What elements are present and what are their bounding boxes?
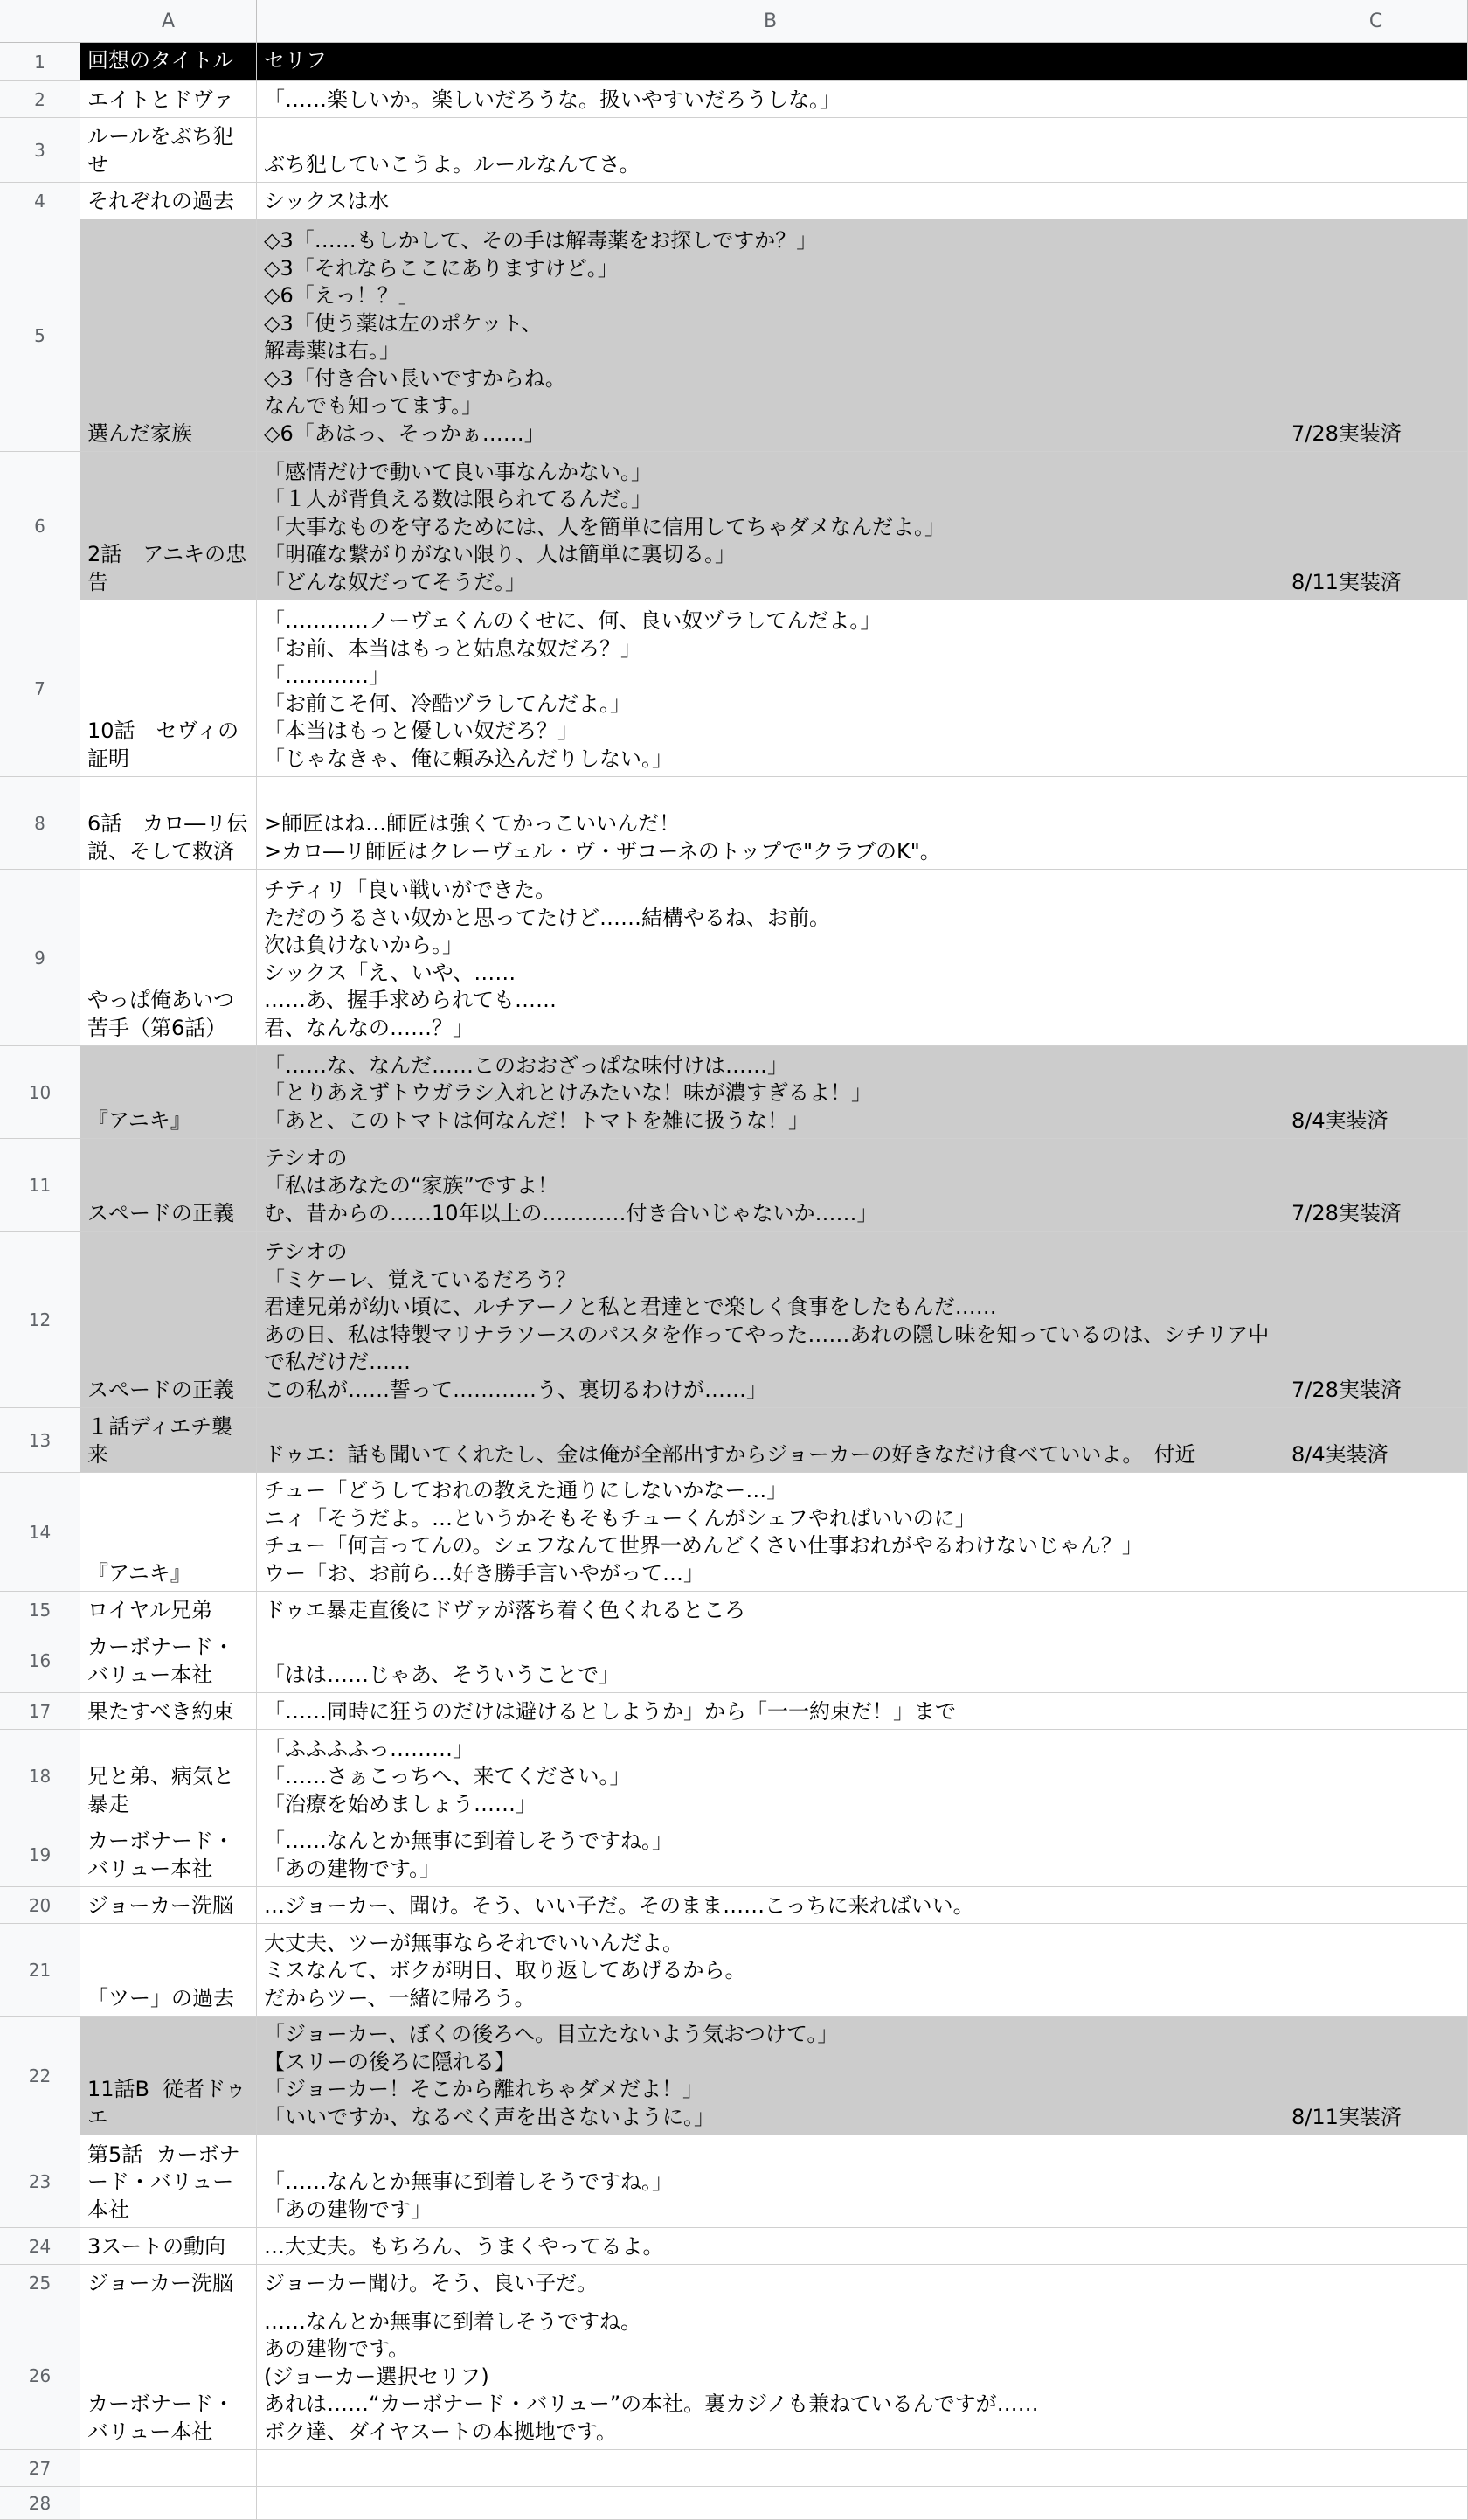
select-all-corner[interactable] — [0, 0, 80, 42]
cell-title-text: 兄と弟、病気と暴走 — [87, 1764, 234, 1816]
column-header-c[interactable]: C — [1284, 0, 1468, 42]
cell-status[interactable] — [1284, 118, 1468, 182]
cell-line-text: 「……な、なんだ……このおおざっぱな味付けは……」 「とりあえずトウガラシ入れとけみたいな！味が濃すぎるよ！」 「あと、このトマトは何なんだ！トマトを雑に扱うな！」 — [264, 1052, 872, 1133]
cell-title[interactable] — [80, 1592, 257, 1628]
cell-title-text: 選んだ家族 — [87, 420, 192, 446]
row-number[interactable]: 10 — [0, 1046, 80, 1138]
cell-title[interactable] — [80, 1822, 257, 1886]
table-row — [0, 2301, 1468, 2450]
cell-line-text: 「…………ノーヴェくんのくせに、何、良い奴ヅラしてんだよ。」 「お前、本当はもっと姑息な奴だろ？」 「…………」 「お前こそ何、冷酷ヅラしてんだよ。」 「本当はもっと優しい奴だろ？」 「じゃなきゃ、俺に頼み込んだりしない。」 — [264, 608, 882, 771]
cell-title-text: ルールをぶち犯せ — [87, 124, 234, 177]
cell-line-text: セリフ — [264, 47, 327, 73]
table-row — [0, 2228, 1468, 2265]
cell-title-text: 『アニキ』 — [87, 1107, 191, 1133]
column-header-b[interactable]: B — [257, 0, 1284, 42]
cell-title[interactable] — [80, 1408, 257, 1472]
cell-line[interactable] — [257, 2017, 1284, 2135]
table-row — [0, 1232, 1468, 1408]
cell-title-text: 第5話 カーボナード・バリュー本社 — [87, 2142, 240, 2222]
cell-status[interactable] — [1284, 600, 1468, 776]
cell-title-text: カーボナード・バリュー本社 — [87, 1635, 234, 1687]
cell-status[interactable] — [1284, 1924, 1468, 2016]
cell-line[interactable] — [257, 43, 1284, 80]
cell-title[interactable] — [80, 118, 257, 182]
cell-line-text: チティリ「良い戦いができた。 ただのうるさい奴かと思ってたけど……結構やるね、お前。 次は負けないから。」 シックス「え、いや、…… ……あ、握手求められても…… 君、なんなの……？」 — [264, 878, 830, 1040]
cell-status[interactable] — [1284, 2487, 1468, 2519]
cell-status-text: 8/11実装済 — [1291, 2104, 1402, 2129]
cell-line[interactable] — [257, 2265, 1284, 2301]
cell-title-text: 果たすべき約束 — [87, 1698, 234, 1724]
row-number[interactable]: 5 — [0, 219, 80, 451]
table-row — [0, 1408, 1468, 1473]
cell-status[interactable] — [1284, 2301, 1468, 2449]
cell-title[interactable] — [80, 1693, 257, 1729]
cell-title[interactable] — [80, 219, 257, 451]
cell-title[interactable] — [80, 777, 257, 869]
cell-title-text: ジョーカー洗脳 — [87, 1892, 234, 1918]
cell-title-text: それぞれの過去 — [87, 188, 234, 213]
cell-status[interactable] — [1284, 1730, 1468, 1822]
cell-line-text: >師匠はね…師匠は強くてかっこいいんだ！ >カロ―リ師匠はクレーヴェル・ヴ・ザコーネのトップで"クラブのK"。 — [264, 811, 941, 864]
table-row — [0, 870, 1468, 1046]
sheet-rows — [0, 43, 1468, 2520]
cell-status[interactable] — [1284, 1592, 1468, 1628]
row-number[interactable]: 28 — [0, 2487, 80, 2519]
cell-line[interactable] — [257, 1693, 1284, 1729]
table-row — [0, 1693, 1468, 1730]
cell-title-text: １話ディエチ襲来 — [87, 1414, 233, 1467]
cell-line-text: 「感情だけで動いて良い事なんかない。」 「１人が背負える数は限られてるんだ。」 「大事なものを守るためには、人を簡単に信用してちゃダメなんだよ。」 「明確な繋がりがない限り、人は簡単に裏切る。」 「どんな奴だってそうだ。」 — [264, 459, 945, 594]
cell-line[interactable] — [257, 183, 1284, 219]
cell-status[interactable] — [1284, 183, 1468, 219]
row-number[interactable]: 18 — [0, 1730, 80, 1822]
cell-status[interactable] — [1284, 1693, 1468, 1729]
cell-status[interactable] — [1284, 43, 1468, 80]
cell-line-text: ジョーカー聞け。そう、良い子だ。 — [264, 2270, 599, 2295]
table-row — [0, 118, 1468, 183]
cell-status[interactable] — [1284, 1232, 1468, 1407]
table-row — [0, 1887, 1468, 1924]
row-number[interactable]: 15 — [0, 1592, 80, 1628]
cell-title-text: カーボナード・バリュー本社 — [87, 2392, 234, 2444]
cell-title[interactable] — [80, 81, 257, 117]
cell-title-text: 2話 アニキの忠告 — [87, 542, 247, 594]
cell-line[interactable] — [257, 1887, 1284, 1923]
cell-line[interactable] — [257, 2487, 1284, 2519]
table-row — [0, 777, 1468, 870]
row-number[interactable]: 8 — [0, 777, 80, 869]
cell-title-text: 「ツー」の過去 — [87, 1985, 234, 2010]
cell-line[interactable] — [257, 219, 1284, 451]
cell-status[interactable] — [1284, 1408, 1468, 1472]
row-number[interactable]: 12 — [0, 1232, 80, 1407]
cell-line-text: 大丈夫、ツーが無事ならそれでいいんだよ。 ミスなんて、ボクが明日、取り返してあげるから。 だからツー、一緒に帰ろう。 — [264, 1930, 746, 2010]
cell-line[interactable] — [257, 81, 1284, 117]
cell-title-text: 11話B 従者ドゥエ — [87, 2077, 246, 2129]
cell-title[interactable] — [80, 1924, 257, 2016]
cell-line-text: 「ふふふふっ………」 「……さぁこっちへ、来てください。」 「治療を始めましょう……」 — [264, 1736, 631, 1816]
cell-line[interactable] — [257, 600, 1284, 776]
cell-status-text: 7/28実装済 — [1291, 420, 1402, 446]
row-number[interactable]: 11 — [0, 1139, 80, 1231]
cell-title-text: 回想のタイトル — [87, 47, 234, 73]
cell-title[interactable] — [80, 43, 257, 80]
row-number[interactable]: 22 — [0, 2017, 80, 2135]
cell-line[interactable] — [257, 1730, 1284, 1822]
column-header-a[interactable]: A — [80, 0, 257, 42]
cell-line-text: 「……同時に狂うのだけは避けるとしようか」から「一一約束だ！」まで — [264, 1698, 956, 1724]
cell-title-text: 3スートの動向 — [87, 2233, 226, 2259]
cell-line-text: 「はは……じゃあ、そういうことで」 — [264, 1662, 620, 1687]
cell-title-text: カーボナード・バリュー本社 — [87, 1829, 234, 1881]
cell-status[interactable] — [1284, 2265, 1468, 2301]
cell-line-text: シックスは水 — [264, 188, 390, 213]
cell-status[interactable] — [1284, 1046, 1468, 1138]
cell-title-text: 『アニキ』 — [87, 1560, 191, 1586]
cell-status[interactable] — [1284, 1473, 1468, 1591]
table-row — [0, 1730, 1468, 1822]
cell-title-text: スペードの正義 — [87, 1200, 234, 1225]
row-number[interactable]: 17 — [0, 1693, 80, 1729]
cell-line[interactable] — [257, 1592, 1284, 1628]
row-number[interactable]: 23 — [0, 2135, 80, 2227]
cell-title[interactable] — [80, 2301, 257, 2449]
cell-title[interactable] — [80, 1473, 257, 1591]
table-row — [0, 1473, 1468, 1592]
cell-title-text: ロイヤル兄弟 — [87, 1597, 213, 1622]
cell-status[interactable] — [1284, 2135, 1468, 2227]
cell-status[interactable] — [1284, 1822, 1468, 1886]
cell-line[interactable] — [257, 452, 1284, 600]
row-number[interactable]: 19 — [0, 1822, 80, 1886]
table-row — [0, 1592, 1468, 1628]
cell-title[interactable] — [80, 2228, 257, 2264]
cell-line-text: テシオの 「ミケーレ、覚えているだろう？ 君達兄弟が幼い頃に、ルチアーノと私と君達とで楽しく食事をしたもんだ…… あの日、私は特製マリナラソースのパスタを作ってやった……あれの隠し味を知っているのは、シチリア中で私だけだ…… この私が……誓って…………う、裏切るわけが……」 — [264, 1239, 1270, 1402]
cell-line-text: ぶち犯していこうよ。ルールなんてさ。 — [264, 151, 641, 177]
cell-title-text: 6話 カロ―リ伝説、そして救済 — [87, 811, 248, 864]
table-row — [0, 2135, 1468, 2228]
cell-line[interactable] — [257, 777, 1284, 869]
cell-title-text: エイトとドヴァ — [87, 87, 234, 112]
table-row — [0, 2450, 1468, 2487]
row-number[interactable]: 6 — [0, 452, 80, 600]
table-row — [0, 2017, 1468, 2135]
table-row — [0, 1822, 1468, 1887]
cell-title[interactable] — [80, 1139, 257, 1231]
cell-line[interactable] — [257, 2228, 1284, 2264]
cell-status[interactable] — [1284, 2450, 1468, 2486]
table-row — [0, 600, 1468, 777]
table-row — [0, 2487, 1468, 2520]
table-row — [0, 81, 1468, 118]
cell-line-text: 「ジョーカー、ぼくの後ろへ。目立たないよう気おつけて。」 【スリーの後ろに隠れる】 「ジョーカー！そこから離れちゃダメだよ！」 「いいですか、なるべく声を出さないように。」 — [264, 2022, 839, 2129]
cell-title[interactable] — [80, 1887, 257, 1923]
cell-line[interactable] — [257, 1046, 1284, 1138]
cell-title-text: やっぱ俺あいつ苦手（第6話） — [87, 988, 234, 1040]
row-number[interactable]: 13 — [0, 1408, 80, 1472]
row-number[interactable]: 3 — [0, 118, 80, 182]
table-row — [0, 43, 1468, 81]
cell-line[interactable] — [257, 1139, 1284, 1231]
cell-line[interactable] — [257, 1628, 1284, 1692]
cell-line-text: テシオの 「私はあなたの“家族”ですよ！ む、昔からの……10年以上の…………付き合いじゃないか……」 — [264, 1145, 878, 1225]
row-number[interactable]: 24 — [0, 2228, 80, 2264]
cell-title[interactable] — [80, 600, 257, 776]
table-row — [0, 1924, 1468, 2017]
cell-title[interactable] — [80, 1232, 257, 1407]
cell-status-text: 8/4実装済 — [1291, 1107, 1388, 1133]
cell-status[interactable] — [1284, 1628, 1468, 1692]
cell-title[interactable] — [80, 183, 257, 219]
row-number[interactable]: 1 — [0, 43, 80, 80]
table-row — [0, 219, 1468, 452]
cell-title[interactable] — [80, 1046, 257, 1138]
cell-line-text: 「……楽しいか。楽しいだろうな。扱いやすいだろうしな。」 — [264, 87, 841, 112]
cell-line[interactable] — [257, 2135, 1284, 2227]
cell-line[interactable] — [257, 2301, 1284, 2449]
cell-status-text: 8/11実装済 — [1291, 569, 1402, 594]
cell-status[interactable] — [1284, 1887, 1468, 1923]
cell-status[interactable] — [1284, 2228, 1468, 2264]
cell-line-text: 「……なんとか無事に到着しそうですね。」 「あの建物です」 — [264, 2169, 673, 2222]
cell-status[interactable] — [1284, 777, 1468, 869]
cell-line[interactable] — [257, 1473, 1284, 1591]
cell-title-text: 10話 セヴィの証明 — [87, 719, 239, 771]
table-row — [0, 1628, 1468, 1693]
cell-status-text: 8/4実装済 — [1291, 1441, 1388, 1467]
cell-title[interactable] — [80, 2017, 257, 2135]
row-number[interactable]: 2 — [0, 81, 80, 117]
row-number[interactable]: 9 — [0, 870, 80, 1045]
cell-title[interactable] — [80, 2487, 257, 2519]
cell-line[interactable] — [257, 1408, 1284, 1472]
cell-title-text: スペードの正義 — [87, 1377, 234, 1402]
cell-title[interactable] — [80, 1628, 257, 1692]
cell-title[interactable] — [80, 2450, 257, 2486]
cell-status[interactable] — [1284, 870, 1468, 1045]
cell-title[interactable] — [80, 2265, 257, 2301]
cell-line[interactable] — [257, 118, 1284, 182]
cell-line[interactable] — [257, 1924, 1284, 2016]
row-number[interactable]: 25 — [0, 2265, 80, 2301]
table-row — [0, 1046, 1468, 1139]
row-number[interactable]: 26 — [0, 2301, 80, 2449]
table-row — [0, 2265, 1468, 2301]
cell-line-text: …大丈夫。もちろん、うまくやってるよ。 — [264, 2233, 664, 2259]
cell-line[interactable] — [257, 1822, 1284, 1886]
cell-line[interactable] — [257, 2450, 1284, 2486]
cell-line[interactable] — [257, 1232, 1284, 1407]
table-row — [0, 452, 1468, 600]
cell-status[interactable] — [1284, 2017, 1468, 2135]
cell-title[interactable] — [80, 1730, 257, 1822]
cell-status[interactable] — [1284, 1139, 1468, 1231]
cell-status[interactable] — [1284, 81, 1468, 117]
cell-status[interactable] — [1284, 219, 1468, 451]
row-number[interactable]: 4 — [0, 183, 80, 219]
table-row — [0, 1139, 1468, 1232]
cell-line-text: …ジョーカー、聞け。そう、いい子だ。そのまま……こっちに来ればいい。 — [264, 1892, 974, 1918]
cell-status-text: 7/28実装済 — [1291, 1377, 1402, 1402]
table-row — [0, 183, 1468, 219]
row-number[interactable]: 21 — [0, 1924, 80, 2016]
row-number[interactable]: 16 — [0, 1628, 80, 1692]
row-number[interactable]: 20 — [0, 1887, 80, 1923]
cell-title[interactable] — [80, 452, 257, 600]
cell-status[interactable] — [1284, 452, 1468, 600]
cell-title[interactable] — [80, 870, 257, 1045]
cell-line-text: ◇3「……もしかして、その手は解毒薬をお探しですか？」 ◇3「それならここにありますけど。」 ◇6「えっ！？」 ◇3「使う薬は左のポケット、 解毒薬は右。」 ◇3「付き合い長いですからね。 なんでも知ってます。」 ◇6「あはっ、そっかぁ……」 — [264, 228, 818, 446]
row-number[interactable]: 27 — [0, 2450, 80, 2486]
cell-line-text: ドゥエ：話も聞いてくれたし、金は俺が全部出すからジョーカーの好きなだけ食べていいよ。 付近 — [264, 1441, 1196, 1467]
row-number[interactable]: 14 — [0, 1473, 80, 1591]
column-header-bar — [0, 0, 1468, 43]
cell-line[interactable] — [257, 870, 1284, 1045]
cell-title[interactable] — [80, 2135, 257, 2227]
cell-line-text: 「……なんとか無事に到着しそうですね。」 「あの建物です。」 — [264, 1829, 673, 1881]
cell-status-text: 7/28実装済 — [1291, 1200, 1402, 1225]
cell-line-text: ……なんとか無事に到着しそうですね。 あの建物です。 (ジョーカー選択セリフ) あれは……“カーボナード・バリュー”の本社。裏カジノも兼ねているんですが…… ボク達、ダイヤスートの本拠地です。 — [264, 2308, 1039, 2444]
cell-line-text: チュー「どうしておれの教えた通りにしないかなー…」 ニィ「そうだよ。…というかそもそもチューくんがシェフやればいいのに」 チュー「何言ってんの。シェフなんて世界一めんどくさい仕事おれがやるわけないじゃん？」 ウー「お、お前ら…好き勝手言いやがって…」 — [264, 1478, 1143, 1586]
cell-line-text: ドゥエ暴走直後にドヴァが落ち着く色くれるところ — [264, 1597, 746, 1622]
row-number[interactable]: 7 — [0, 600, 80, 776]
cell-title-text: ジョーカー洗脳 — [87, 2270, 234, 2295]
